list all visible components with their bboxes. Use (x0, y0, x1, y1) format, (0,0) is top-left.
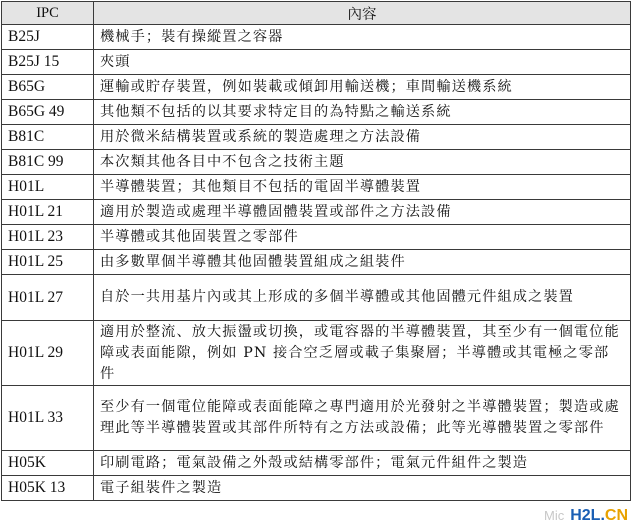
ipc-code: H01L 23 (2, 225, 94, 250)
h2l-logo (570, 507, 628, 525)
ipc-description: 適用於製造或處理半導體固體裝置或部件之方法設備 (94, 200, 631, 225)
ipc-code: H05K (2, 451, 94, 476)
ipc-code: B65G (2, 75, 94, 100)
logo-dot-text: . (600, 507, 605, 524)
ipc-code: H01L (2, 175, 94, 200)
ipc-code: H01L 27 (2, 275, 94, 321)
ipc-code: B81C 99 (2, 150, 94, 175)
table-row (2, 75, 631, 100)
table-row (2, 175, 631, 200)
ipc-description: 電子組裝件之製造 (94, 476, 631, 501)
ipc-description: 適用於整流、放大振盪或切換，或電容器的半導體裝置，其至少有一個電位能障或表面能隙，例如 PN 接合空乏層或載子集聚層；半導體或其電極之零部件 (94, 321, 631, 386)
table-row (2, 150, 631, 175)
watermark-faint-text: Mic (543, 508, 565, 523)
ipc-description: 半導體裝置；其他類目不包括的電固半導體裝置 (94, 175, 631, 200)
ipc-description: 印刷電路；電氣設備之外殼或結構零部件；電氣元件組件之製造 (94, 451, 631, 476)
header-content: 內容 (94, 2, 631, 25)
ipc-description: 自於一共用基片內或其上形成的多個半導體或其他固體元件組成之裝置 (94, 275, 631, 321)
ipc-code: H01L 33 (2, 386, 94, 451)
table-row (2, 476, 631, 501)
logo-cn-text: CN (604, 507, 628, 524)
ipc-description: 其他類不包括的以其要求特定目的為特點之輸送系統 (94, 100, 631, 125)
table-row (2, 250, 631, 275)
ipc-description: 機械手；裝有操縱置之容器 (94, 25, 631, 50)
table-row (2, 25, 631, 50)
table-row (2, 125, 631, 150)
table-row (2, 100, 631, 125)
table-row (2, 275, 631, 321)
ipc-description: 半導體或其他固裝置之零部件 (94, 225, 631, 250)
ipc-description: 運輸或貯存裝置，例如裝載或傾卸用輸送機；車間輸送機系統 (94, 75, 631, 100)
ipc-code: H05K 13 (2, 476, 94, 501)
table-row (2, 50, 631, 75)
ipc-table (1, 1, 631, 501)
watermark (544, 507, 628, 525)
table-row (2, 451, 631, 476)
ipc-description: 由多數單個半導體其他固體裝置組成之組裝件 (94, 250, 631, 275)
ipc-code: B65G 49 (2, 100, 94, 125)
logo-h2l-text: H2L (570, 507, 601, 524)
ipc-description: 夾頭 (94, 50, 631, 75)
ipc-code: B25J 15 (2, 50, 94, 75)
table-row (2, 386, 631, 451)
ipc-code: H01L 21 (2, 200, 94, 225)
ipc-code: H01L 29 (2, 321, 94, 386)
ipc-code: B81C (2, 125, 94, 150)
table-row (2, 200, 631, 225)
ipc-code: H01L 25 (2, 250, 94, 275)
table-row (2, 225, 631, 250)
header-ipc: IPC (2, 2, 94, 25)
table-row (2, 321, 631, 386)
ipc-description: 用於微米結構裝置或系統的製造處理之方法設備 (94, 125, 631, 150)
ipc-code: B25J (2, 25, 94, 50)
ipc-description: 至少有一個電位能障或表面能障之專門適用於光發射之半導體裝置；製造或處理此等半導體裝置或其部件所特有之方法或設備；此等光導體裝置之零部件 (94, 386, 631, 451)
ipc-description: 本次類其他各目中不包含之技術主題 (94, 150, 631, 175)
